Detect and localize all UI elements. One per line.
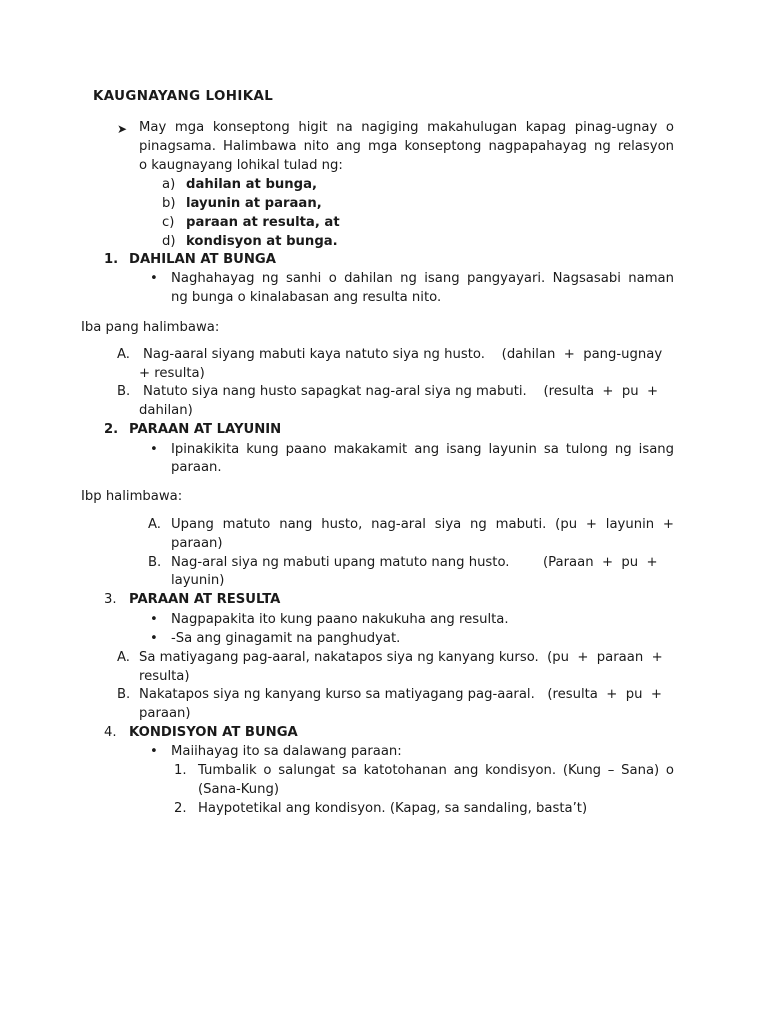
- example-marker: B.: [117, 687, 131, 702]
- list-marker: a): [162, 177, 176, 192]
- bullet-icon: •: [150, 442, 158, 457]
- intro-line: pinagsama. Halimbawa nito ang mga konseptong nagpapahayag ng relasyon: [139, 139, 674, 154]
- section-number: 1.: [104, 252, 119, 267]
- example-text: layunin): [171, 573, 225, 588]
- example-marker: B.: [148, 555, 162, 570]
- intro-line: May mga konseptong higit na nagiging makahulugan kapag pinag-ugnay o: [139, 120, 674, 135]
- example-text: Nag-aral siya ng mabuti upang matuto nang husto. (Paraan + pu +: [171, 555, 658, 570]
- example-text: Natuto siya nang husto sapagkat nag-aral siya ng mabuti. (resulta + pu +: [143, 384, 659, 399]
- section-number: 4.: [104, 725, 117, 740]
- bullet-text: Nagpapakita ito kung paano nakukuha ang resulta.: [171, 612, 509, 627]
- intro-line: o kaugnayang lohikal tulad ng:: [139, 158, 343, 173]
- list-marker: d): [162, 234, 176, 249]
- examples-label: Iba pang halimbawa:: [81, 320, 220, 335]
- sub-list-text: (Sana-Kung): [198, 782, 280, 797]
- example-text: resulta): [139, 669, 190, 684]
- bullet-text: Ipinakikita kung paano makakamit ang isang layunin sa tulong ng isang: [171, 442, 674, 457]
- example-text: Upang matuto nang husto, nag-aral siya ng mabuti. (pu + layunin +: [171, 517, 674, 532]
- bullet-text: paraan.: [171, 460, 222, 475]
- example-text: paraan): [139, 706, 191, 721]
- example-text: Nag-aaral siyang mabuti kaya natuto siya ng husto. (dahilan + pang-ugnay: [143, 347, 663, 362]
- section-heading: PARAAN AT LAYUNIN: [129, 422, 282, 437]
- bullet-icon: •: [150, 612, 158, 627]
- bullet-text: Maiihayag ito sa dalawang paraan:: [171, 744, 402, 759]
- sub-list-marker: 2.: [174, 801, 187, 816]
- section-number: 2.: [104, 422, 119, 437]
- example-marker: A.: [117, 650, 130, 665]
- list-item: kondisyon at bunga.: [186, 234, 338, 249]
- sub-list-text: Tumbalik o salungat sa katotohanan ang kondisyon. (Kung – Sana) o: [198, 763, 674, 778]
- page-title: KAUGNAYANG LOHIKAL: [93, 89, 274, 104]
- example-marker: A.: [117, 347, 130, 362]
- bullet-text: -Sa ang ginagamit na panghudyat.: [171, 631, 401, 646]
- list-item: paraan at resulta, at: [186, 215, 340, 230]
- list-item: dahilan at bunga,: [186, 177, 318, 192]
- sub-list-marker: 1.: [174, 763, 187, 778]
- list-item: layunin at paraan,: [186, 196, 322, 211]
- example-text: Sa matiyagang pag-aaral, nakatapos siya ng kanyang kurso. (pu + paraan +: [139, 650, 663, 665]
- section-heading: KONDISYON AT BUNGA: [129, 725, 298, 740]
- sub-list-text: Haypotetikal ang kondisyon. (Kapag, sa sandaling, basta’t): [198, 801, 588, 816]
- example-text: Nakatapos siya ng kanyang kurso sa matiyagang pag-aaral. (resulta + pu +: [139, 687, 662, 702]
- bullet-icon: •: [150, 271, 158, 286]
- bullet-text: Naghahayag ng sanhi o dahilan ng isang pangyayari. Nagsasabi naman: [171, 271, 674, 286]
- examples-label: Ibp halimbawa:: [81, 489, 183, 504]
- example-text: + resulta): [139, 366, 205, 381]
- section-heading: PARAAN AT RESULTA: [129, 592, 281, 607]
- example-marker: A.: [148, 517, 161, 532]
- list-marker: c): [162, 215, 175, 230]
- list-marker: b): [162, 196, 176, 211]
- bullet-icon: •: [150, 744, 158, 759]
- example-marker: B.: [117, 384, 131, 399]
- bullet-text: ng bunga o kinalabasan ang resulta nito.: [171, 290, 442, 305]
- example-text: paraan): [171, 536, 223, 551]
- arrow-bullet-icon: ➤: [117, 122, 128, 136]
- bullet-icon: •: [150, 631, 158, 646]
- section-heading: DAHILAN AT BUNGA: [129, 252, 276, 267]
- example-text: dahilan): [139, 403, 193, 418]
- section-number: 3.: [104, 592, 117, 607]
